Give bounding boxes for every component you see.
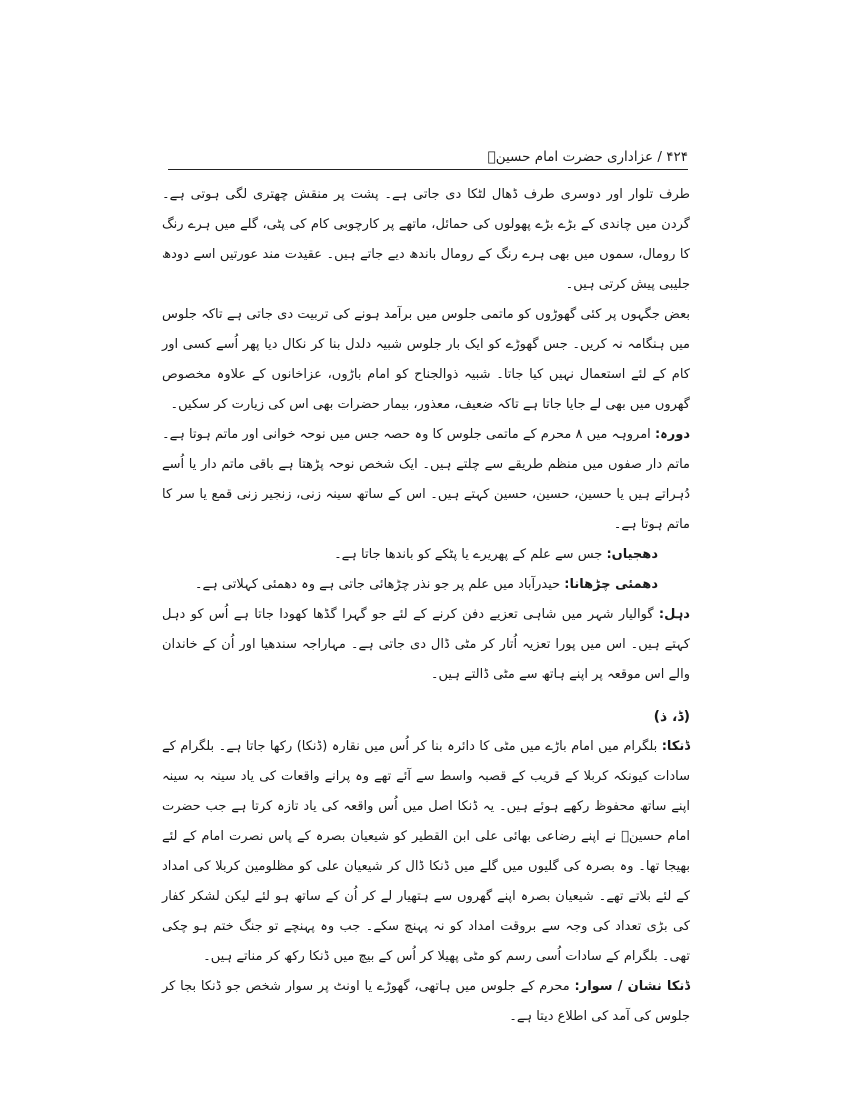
running-header: [168, 146, 688, 168]
glossary-entry: [162, 570, 690, 600]
book-title: عزاداری حضرت امام حسینؑ: [487, 149, 654, 165]
paragraph: [162, 180, 690, 300]
glossary-entry: [162, 732, 690, 972]
header-separator: /: [657, 149, 662, 165]
entry-term: دھجیاں:: [606, 547, 658, 562]
entry-text: امروہہ میں ۸ محرم کے ماتمی جلوس کا وہ حصہ جس میں نوحہ خوانی اور ماتم ہوتا ہے۔ ماتم دار صفوں میں منظم طریقے سے چلتے ہیں۔ ایک شخص نوحہ پڑھتا ہے باقی ماتم دار یا اُسے دُہراتے ہیں یا حسین، حسین، حسین کہتے ہیں۔ اس کے ساتھ سینہ زنی، زنجیر زنی قمع یا سر کا ماتم ہوتا ہے۔: [162, 427, 690, 532]
paragraph-text: طرف تلوار اور دوسری طرف ڈھال لٹکا دی جاتی ہے۔ پشت پر منقش چھتری لگی ہوتی ہے۔ گردن میں چاندی کے بڑے بڑے پھولوں کی حمائل، ماتھے پر کارچوبی کام کی پٹی، گلے میں ہرے رنگ کا رومال، سموں میں بھی ہرے رنگ کے رومال باندھ دیے جاتے ہیں۔ عقیدت مند عورتیں اسے دودھ جلیبی پیش کرتی ہیں۔: [162, 187, 690, 292]
entry-text: بلگرام میں امام باڑے میں مٹی کا دائرہ بنا کر اُس میں نقارہ (ڈنکا) رکھا جاتا ہے۔ بلگرام کے سادات کیونکہ کربلا کے قریب کے قصبہ واسط سے آئے تھے وہ پرانے واقعات کی یاد سینہ بہ سینہ اپنے ساتھ محفوظ رکھے ہوئے ہیں۔ یہ ڈنکا اصل میں اُس واقعہ کی یاد تازہ کرتا ہے جب حضرت امام حسینؑ نے اپنے رضاعی بھائی علی ابن القطیر کو شیعیان بصرہ کے پاس نصرت امام کے لئے بھیجا تھا۔ وہ بصرہ کی گلیوں میں گلے میں ڈنکا ڈال کر شیعیان علی کو مظلومین کربلا کی امداد کے لئے بلاتے تھے۔ شیعیان بصرہ اپنے گھروں سے ہتھیار لے کر اُن کے ساتھ ہو لئے لیکن لشکر کفار کی بڑی تعداد کی وجہ سے بروقت امداد کو نہ پہنچ سکے۔ جب وہ پہنچے تو جنگ ختم ہو چکی تھی۔ بلگرام کے سادات اُسی رسم کو مٹی پھیلا کر اُس کے بیچ میں ڈنکا رکھ کر مناتے ہیں۔: [162, 739, 690, 964]
glossary-entry: [162, 540, 690, 570]
entry-text: محرم کے جلوس میں ہاتھی، گھوڑے یا اونٹ پر سوار شخص جو ڈنکا بجا کر جلوس کی آمد کی اطلاع دیتا ہے۔: [162, 979, 690, 1024]
entry-term: ڈنکا:: [661, 739, 690, 754]
entry-text: حیدرآباد میں علم پر جو نذر چڑھائی جاتی ہے وہ دھمئی کہلاتی ہے۔: [194, 577, 561, 592]
page-body: [162, 180, 690, 1032]
header-rule: [168, 169, 688, 170]
entry-term: ڈنکا نشان / سوار:: [574, 979, 690, 994]
glossary-entry: [162, 600, 690, 690]
entry-term: دورہ:: [654, 427, 690, 442]
entry-term: دھمئی چڑھانا:: [564, 577, 658, 592]
entry-text: گوالیار شہر میں شاہی تعزیے دفن کرنے کے لئے جو گہرا گڈھا کھودا جاتا ہے اُس کو دہل کہتے ہیں۔ اس میں پورا تعزیہ اُتار کر مٹی ڈال دی جاتی ہے۔ مہاراجہ سندھیا اور اُن کے خاندان والے اس موقعہ پر اپنے ہاتھ سے مٹی ڈالتے ہیں۔: [162, 607, 690, 682]
entry-text: جس سے علم کے پھریرے یا پٹکے کو باندھا جاتا ہے۔: [334, 547, 603, 562]
section-heading: (ڈ، ذ): [653, 709, 690, 725]
paragraph: [162, 300, 690, 420]
entry-term: دہل:: [658, 607, 690, 622]
glossary-entry: [162, 972, 690, 1032]
glossary-entry: [162, 420, 690, 540]
paragraph-text: بعض جگہوں پر کئی گھوڑوں کو ماتمی جلوس میں برآمد ہونے کی تربیت دی جاتی ہے تاکہ جلوس میں ہنگامہ نہ کریں۔ جس گھوڑے کو ایک بار جلوس شبیہ دلدل بنا کر نکال دیا پھر اُسے کسی اور کام کے لئے استعمال نہیں کیا جاتا۔ شبیہ ذوالجناح کو امام باڑوں، عزاخانوں کے علاوہ مخصوص گھروں میں بھی لے جایا جاتا ہے تاکہ ضعیف، معذور، بیمار حضرات بھی اس کی زیارت کر سکیں۔: [162, 307, 690, 412]
page-number: ۴۲۴: [666, 149, 688, 165]
